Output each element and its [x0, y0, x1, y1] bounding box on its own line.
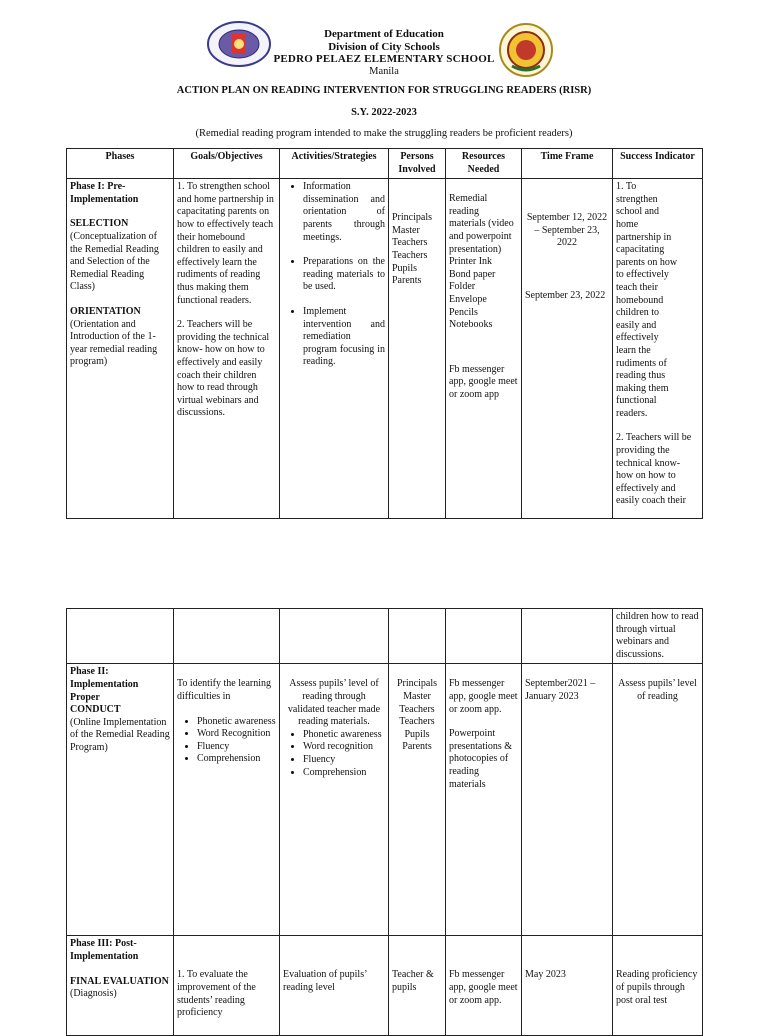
phase1-activity-item: • Preparations on the reading materials to be used.	[303, 256, 385, 294]
person-item: Teachers	[399, 716, 435, 728]
phase1-row	[67, 179, 703, 519]
activity-list-item: • Comprehension	[303, 767, 385, 780]
selection-desc: (Conceptualization of the Remedial Reading and Selection of the Remedial Reading Class)	[70, 230, 159, 293]
person-item: Parents	[392, 275, 422, 287]
header-goals: Goals/Objectives	[174, 149, 280, 179]
goal-list-item: • Phonetic awareness	[197, 716, 276, 729]
person-item: Parents	[402, 741, 432, 753]
selection-title: SELECTION	[70, 218, 129, 230]
phase1-activity-item: • Implement intervention and remediation program focusing in reading.	[303, 306, 385, 369]
phase1-time-1: September 12, 2022 – September 23, 2022	[526, 212, 608, 249]
phase3-cell	[67, 936, 174, 1036]
table-header-row	[67, 149, 703, 179]
resource-item: Bond paper	[449, 268, 496, 280]
phase2-resources-1: Fb messenger app, google meet or zoom app.	[449, 678, 518, 715]
action-plan-table-part1	[66, 148, 703, 519]
final-evaluation-desc: (Diagnosis)	[70, 988, 117, 1000]
phase1-cell	[67, 179, 174, 519]
phase2-success-cell	[613, 664, 703, 936]
action-plan-table-part2	[66, 608, 703, 1036]
person-item: Principals	[397, 678, 437, 690]
orientation-title: ORIENTATION	[70, 305, 141, 317]
phase3-success-cell	[613, 936, 703, 1036]
phase3-goal-cell	[174, 936, 280, 1036]
phase2-row	[67, 664, 703, 936]
phase3-activity: Evaluation of pupils’ reading level	[283, 969, 367, 993]
goal-list-item: • Word Recognition	[197, 728, 276, 741]
phase1-success-1: 1. To strengthen school and home partnership in capacitating parents on how to effectively teach their homebound children to easily and effectively learn the rudiments of reading thus making them functional readers.	[616, 181, 678, 419]
document-subtitle: (Remedial reading program intended to make the struggling readers be proficient readers)	[195, 128, 573, 139]
continuation-row	[67, 609, 703, 664]
person-item: Master Teachers	[392, 224, 428, 249]
header-phases: Phases	[67, 149, 174, 179]
phase2-cell	[67, 664, 174, 936]
person-item: Principals	[392, 212, 432, 224]
activity-list-item: • Fluency	[303, 754, 385, 767]
phase3-goal: 1. To evaluate the improvement of the students’ reading proficiency	[177, 969, 256, 1019]
conduct-title: CONDUCT	[70, 704, 121, 716]
phase3-persons-cell	[389, 936, 446, 1036]
phase3-persons: Teacher & pupils	[392, 969, 434, 993]
conduct-desc: (Online Implementation of the Remedial Reading Program)	[70, 716, 170, 753]
success-continuation-text: children how to read through virtual webinars and discussions.	[616, 611, 699, 660]
header-resources: Resources Needed	[446, 149, 522, 179]
document-title: ACTION PLAN ON READING INTERVENTION FOR STRUGGLING READERS (RISR)	[176, 85, 592, 96]
goal-list-item: • Comprehension	[197, 753, 276, 766]
resource-item: Printer Ink	[449, 256, 493, 268]
phase3-activity-cell	[280, 936, 389, 1036]
school-name: PEDRO PELAEZ ELEMENTARY SCHOOL	[273, 53, 495, 65]
person-item: Pupils	[392, 262, 418, 274]
final-evaluation-title: FINAL EVALUATION	[70, 975, 169, 987]
phase1-persons-cell	[389, 179, 446, 519]
school-year: S.Y. 2022-2023	[351, 107, 417, 118]
phase2-goal-intro: To identify the learning difficulties in	[177, 678, 271, 702]
person-item: Teachers	[392, 249, 428, 261]
phase3-time: May 2023	[525, 969, 566, 981]
header-success: Success Indicator	[613, 149, 703, 179]
phase1-resources-main: Remedial reading materials (video and powerpoint presentation)	[449, 193, 514, 255]
phase2-time-cell	[522, 664, 613, 936]
phase1-goal-2: 2. Teachers will be providing the technical know- how on how to effectively and easily coach their children how to read through virtual webinars and discussions.	[177, 319, 270, 419]
activity-list-item: • Phonetic awareness	[303, 729, 385, 742]
city-name: Manila	[369, 66, 399, 77]
phase1-resources-online: Fb messenger app, google meet or zoom app	[449, 363, 518, 400]
success-continuation-cell	[613, 609, 703, 664]
phase2-activity-intro: Assess pupils’ level of reading through validated teacher made reading materials.	[287, 678, 381, 728]
phase3-resources: Fb messenger app, google meet or zoom app.	[449, 969, 518, 1006]
phase3-row	[67, 936, 703, 1036]
header-persons: Persons Involved	[389, 149, 446, 179]
goal-list-item: • Fluency	[197, 741, 276, 754]
phase2-goals-cell	[174, 664, 280, 936]
phase2-time: September2021 – January 2023	[525, 678, 596, 702]
phase3-resources-cell	[446, 936, 522, 1036]
person-item: Pupils	[404, 728, 430, 740]
resource-item: Folder	[449, 281, 476, 293]
phase2-resources-2: Powerpoint presentations & photocopies of reading materials	[449, 728, 513, 790]
phase3-title: Phase III: Post-Implementation	[70, 938, 139, 962]
activity-list-item: • Word recognition	[303, 741, 385, 754]
person-item: Master Teachers	[399, 690, 435, 715]
department-name: Department of Education	[324, 28, 444, 40]
phase1-goal-1: 1. To strengthen school and home partnership in capacitating parents on how to effectively teach their homebound children to easily and effectively learn the rudiments of reading thus making them functional readers.	[177, 181, 274, 306]
phase1-success-cell	[613, 179, 703, 519]
phase3-success: Reading proficiency of pupils through post oral test	[616, 969, 698, 1006]
phase1-title: Phase I: Pre-Implementation	[70, 181, 139, 205]
division-name: Division of City Schools	[328, 41, 440, 53]
phase2-activities-cell	[280, 664, 389, 936]
resource-item: Notebooks	[449, 319, 493, 331]
phase1-goals-cell	[174, 179, 280, 519]
orientation-desc: (Orientation and Introduction of the 1-year remedial reading program)	[70, 318, 158, 368]
phase1-time-cell	[522, 179, 613, 519]
header-activities: Activities/Strategies	[280, 149, 389, 179]
phase2-title: Phase II: Implementation Proper	[70, 666, 139, 703]
header-time-frame: Time Frame	[522, 149, 613, 179]
resource-item: Envelope	[449, 293, 487, 305]
phase2-success: Assess pupils’ level of reading	[618, 678, 697, 702]
resource-item: Pencils	[449, 306, 478, 318]
phase1-success-2: 2. Teachers will be providing the technical know- how on how to effectively and easily coach their	[616, 432, 692, 507]
phase1-time-2: September 23, 2022	[525, 289, 606, 301]
phase1-activity-item: • Information dissemination and orientation of parents through meetings.	[303, 181, 385, 244]
phase3-time-cell	[522, 936, 613, 1036]
phase2-persons-cell	[389, 664, 446, 936]
phase2-resources-cell	[446, 664, 522, 936]
phase1-resources-cell	[446, 179, 522, 519]
phase1-activities-cell	[280, 179, 389, 519]
